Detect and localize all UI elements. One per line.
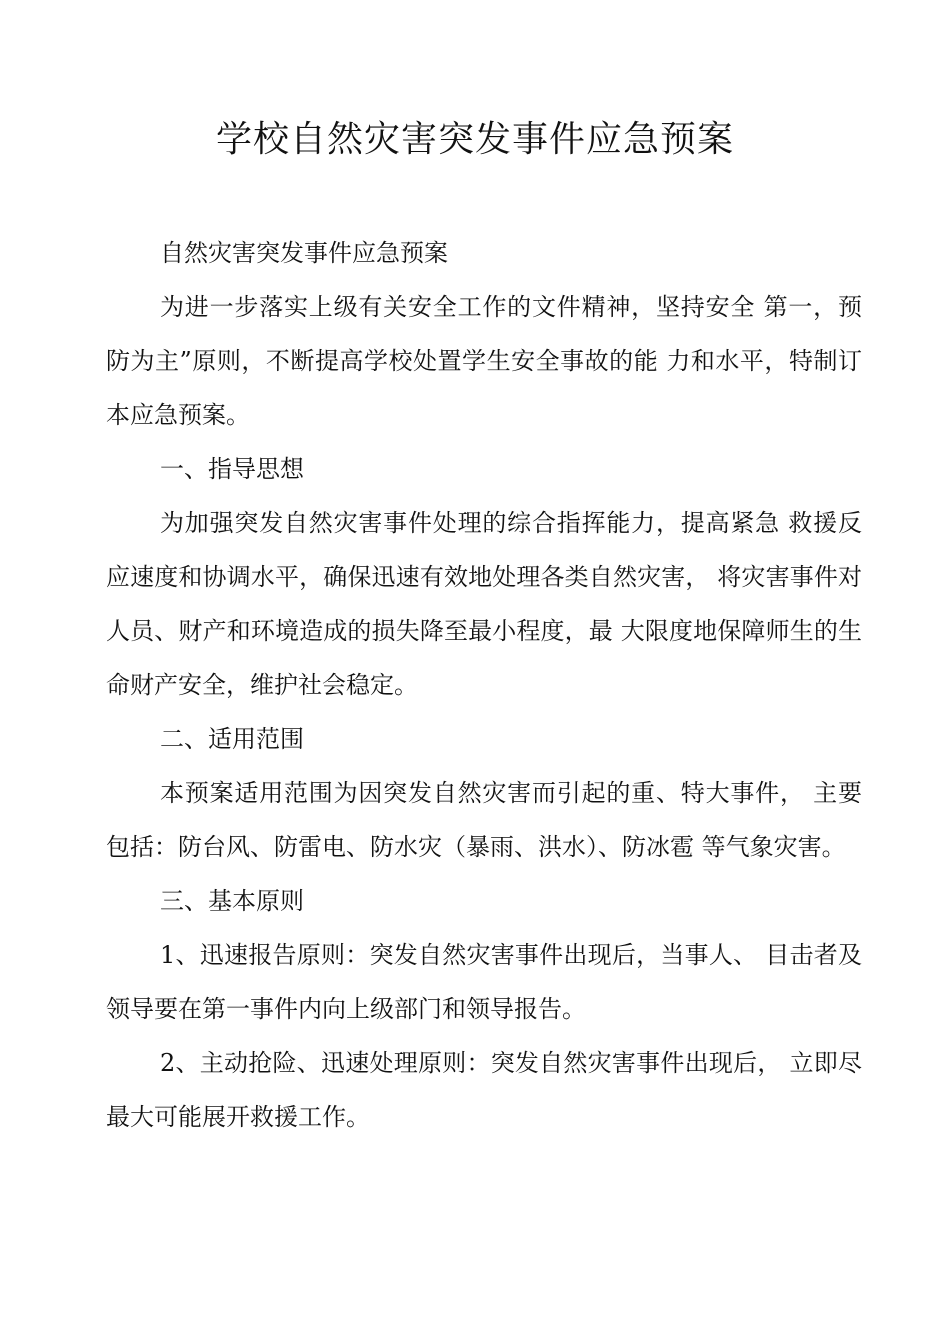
section-heading-scope: 二、适用范围 — [160, 725, 304, 753]
document-body — [106, 226, 862, 1144]
section-paragraph: 本预案适用范围为因突发自然灾害而引起的重、特大事件， 主要包括：防台风、防雷电、防水灾（暴雨、洪水）、防冰雹 等气象灾害。 — [106, 779, 862, 861]
section-paragraph: 1、迅速报告原则：突发自然灾害事件出现后，当事人、 目击者及领导要在第一事件内向上级部门和领导报告。 — [106, 941, 862, 1023]
section-heading-guiding-ideology: 一、指导思想 — [160, 455, 304, 483]
document-subtitle: 自然灾害突发事件应急预案 — [160, 239, 448, 267]
section-paragraph: 2、主动抢险、迅速处理原则：突发自然灾害事件出现后， 立即尽最大可能展开救援工作。 — [106, 1049, 862, 1131]
section-paragraph: 为加强突发自然灾害事件处理的综合指挥能力，提高紧急 救援反应速度和协调水平，确保迅速有效地处理各类自然灾害， 将灾害事件对人员、财产和环境造成的损失降至最小程度，最 大限度地保障师生的生命财产安全，维护社会稳定。 — [106, 509, 862, 699]
section-heading-basic-principles: 三、基本原则 — [160, 887, 304, 915]
document-title: 学校自然灾害突发事件应急预案 — [215, 119, 734, 160]
intro-paragraph: 为进一步落实上级有关安全工作的文件精神，坚持安全 第一，预防为主”原则，不断提高学校处置学生安全事故的能 力和水平，特制订本应急预案。 — [106, 293, 862, 429]
